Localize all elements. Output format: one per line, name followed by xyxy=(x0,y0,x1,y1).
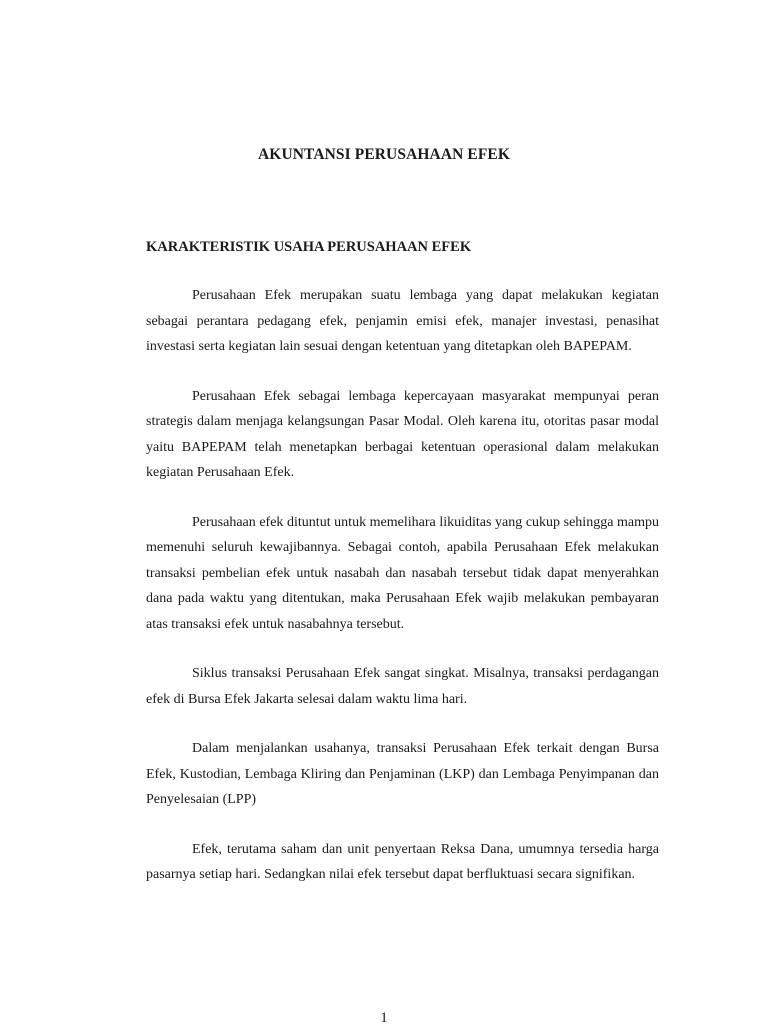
section-heading: KARAKTERISTIK USAHA PERUSAHAAN EFEK xyxy=(146,239,472,255)
paragraph-1: Perusahaan Efek merupakan suatu lembaga yang dapat melakukan kegiatan sebagai perantara pedagang efek, penjamin emisi efek, manajer investasi, penasihat investasi serta kegiatan lain sesuai dengan ketentuan yang ditetapkan oleh BAPEPAM. xyxy=(146,288,659,354)
document-body xyxy=(146,283,659,912)
paragraph-4: Siklus transaksi Perusahaan Efek sangat singkat. Misalnya, transaksi perdagangan efek di Bursa Efek Jakarta selesai dalam waktu lima hari. xyxy=(146,666,659,707)
paragraph-3: Perusahaan efek dituntut untuk memelihara likuiditas yang cukup sehingga mampu memenuhi seluruh kewajibannya. Sebagai contoh, apabila Perusahaan Efek melakukan transaksi pembelian efek untuk nasabah dan nasabah tersebut tidak dapat menyerahkan dana pada waktu yang ditentukan, maka Perusahaan Efek wajib melakukan pembayaran atas transaksi efek untuk nasabahnya tersebut. xyxy=(146,514,659,632)
page-number: 1 xyxy=(380,1010,388,1026)
document-title: AKUNTANSI PERUSAHAAN EFEK xyxy=(258,146,510,163)
paragraph-5: Dalam menjalankan usahanya, transaksi Perusahaan Efek terkait dengan Bursa Efek, Kustodian, Lembaga Kliring dan Penjaminan (LKP) dan Lembaga Penyimpanan dan Penyelesaian (LPP) xyxy=(146,741,659,807)
paragraph-6: Efek, terutama saham dan unit penyertaan Reksa Dana, umumnya tersedia harga pasarnya setiap hari. Sedangkan nilai efek tersebut dapat berfluktuasi secara signifikan. xyxy=(146,841,659,882)
paragraph-2: Perusahaan Efek sebagai lembaga kepercayaan masyarakat mempunyai peran strategis dalam menjaga kelangsungan Pasar Modal. Oleh karena itu, otoritas pasar modal yaitu BAPEPAM telah menetapkan berbagai ketentuan operasional dalam melakukan kegiatan Perusahaan Efek. xyxy=(146,388,659,480)
